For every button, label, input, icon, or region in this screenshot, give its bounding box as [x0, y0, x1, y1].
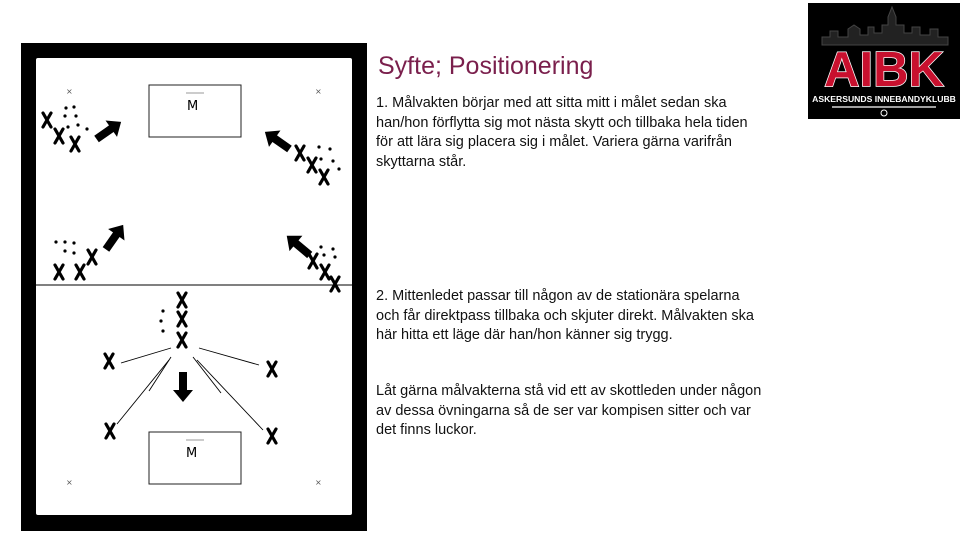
svg-text:×: × [66, 478, 73, 487]
instruction-paragraph-1: 1. Målvakten börjar med att sitta mitt i målet sedan ska han/hon förflytta sig mot nästa skytt och tillbaka hela tiden för att lära sig placera sig i målet. Variera gärna varifrån skyttarna står. [376, 95, 748, 170]
goal-top [149, 85, 241, 137]
goal-bottom-label: M [186, 446, 198, 461]
drill-diagram [21, 43, 367, 531]
svg-text:×: × [315, 478, 322, 487]
goal-bottom [149, 432, 241, 484]
logo-text: AIBK [824, 43, 944, 97]
club-logo [808, 3, 960, 119]
instruction-paragraph-3: Låt gärna målvakterna stå vid ett av skottleden under någon av dessa övningarna så de ser var kompisen sitter och var det finns luckor. [376, 383, 762, 438]
instruction-paragraph-2: 2. Mittenledet passar till någon av de stationära spelarna och får direktpass tillbaka och skjuter direkt. Målvakten ska här hitta ett läge där han/hon känner sig trygg. [376, 288, 754, 343]
logo-subtitle: ASKERSUNDS INNEBANDYKLUBB [812, 94, 956, 104]
svg-text:×: × [315, 87, 322, 96]
goal-top-label: M [187, 99, 199, 114]
svg-text:×: × [66, 87, 73, 96]
page-title: Syfte; Positionering [378, 52, 594, 80]
